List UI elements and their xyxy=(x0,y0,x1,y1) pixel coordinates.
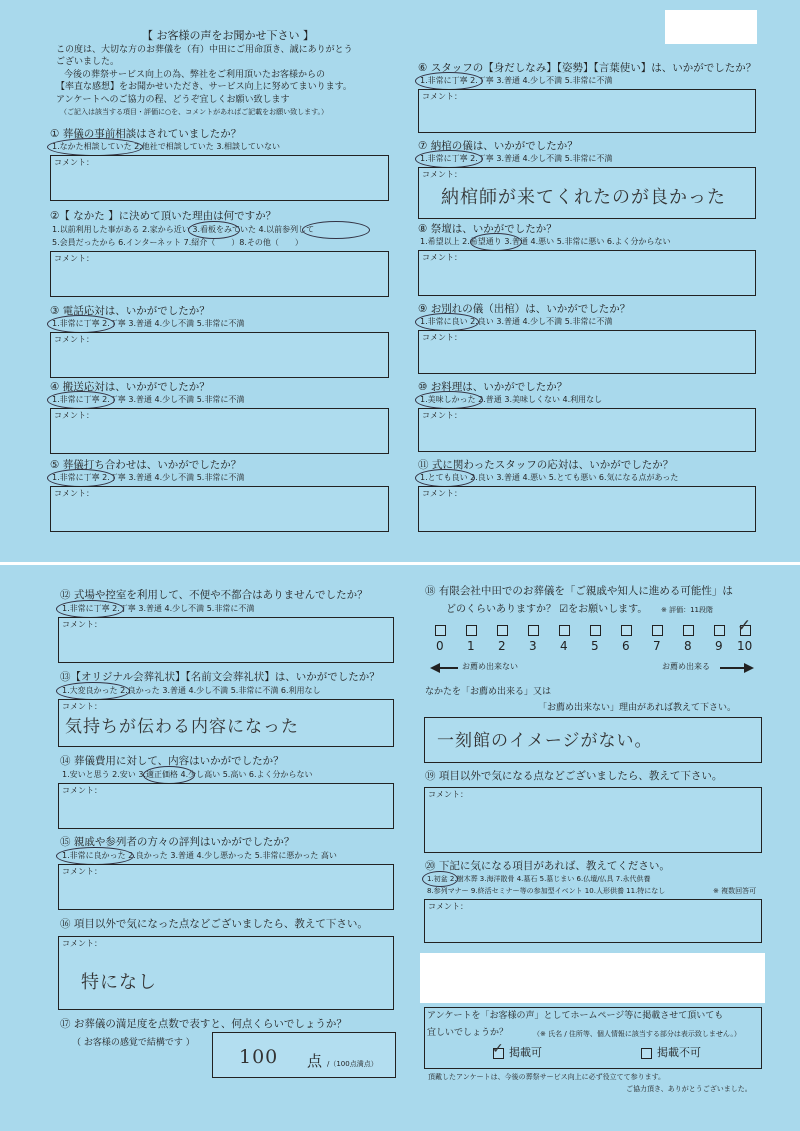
publish-deny-label: 掲載不可 xyxy=(657,1046,701,1059)
q20-options-note: ※ 複数回答可 xyxy=(713,887,757,895)
comment-label: コメント： xyxy=(422,253,462,262)
survey-sheet-top xyxy=(0,0,800,562)
q19-title: ⑲ 項目以外で気になる点などございましたら、教えて下さい。 xyxy=(425,770,723,782)
q18-scale-6: 6 xyxy=(622,639,630,653)
q13-title: ⑬【オリジナル会葬礼状】【名前文会葬礼状】は、いかがでしたか？ xyxy=(60,671,380,683)
q11-options: 1.とても良い 2.良い 3.普通 4.悪い 5.とても悪い 6.気になる点があった xyxy=(420,473,679,482)
q3-options: 1.非常に丁寧 2.丁寧 3.普通 4.少し不満 5.非常に不満 xyxy=(52,319,245,328)
intro-line-2: ございました。 xyxy=(56,57,120,67)
q17-handwritten-score: 100 xyxy=(239,1046,279,1068)
comment-label: コメント： xyxy=(422,170,462,179)
q18-checkmark-icon: ✓ xyxy=(737,616,752,636)
q18-title: ⑱ 有限会社中田でのお葬儀を「ご親戚や知人に進める可能性」は xyxy=(425,585,733,597)
arrow-left-shaft xyxy=(440,667,458,669)
q7-answer-circle xyxy=(415,150,483,168)
q16-title: ⑯ 項目以外で気になった点などございましたら、教えて下さい。 xyxy=(60,918,368,930)
q12-options: 1.非常に丁寧 2.丁寧 3.普通 4.少し不満 5.非常に不満 xyxy=(62,604,255,613)
q18-handwritten-comment: 一刻館のイメージがない。 xyxy=(437,731,653,751)
q18-checkbox-6[interactable] xyxy=(621,625,632,636)
comment-label: コメント： xyxy=(54,254,94,263)
arrow-right-shaft xyxy=(720,667,744,669)
publish-allow-check-icon: ✓ xyxy=(492,1041,504,1057)
q3-title: ③ 電話応対は、いかがでしたか？ xyxy=(50,305,210,317)
q13-comment-box[interactable] xyxy=(58,699,394,747)
q14-title: ⑭ 葬儀費用に対して、内容はいかがでしたか？ xyxy=(60,755,284,767)
q5-title: ⑤ 葬儀打ち合わせは、いかがでしたか？ xyxy=(50,459,242,471)
footer-line-2: ご協力頂き、ありがとうございました。 xyxy=(626,1085,752,1093)
q9-title: ⑨ お別れの儀（出棺）は、いかがでしたか？ xyxy=(418,303,631,315)
q6-answer-circle xyxy=(415,72,483,90)
q7-title: ⑦ 納棺の儀は、いかがでしたか？ xyxy=(418,140,578,152)
q12-answer-circle xyxy=(56,600,124,618)
q15-options: 1.非常に良かった 2.良かった 3.普通 4.少し悪かった 5.非常に悪かった 高い xyxy=(62,851,337,860)
q4-answer-circle xyxy=(47,391,115,409)
q18-checkbox-1[interactable] xyxy=(466,625,477,636)
redacted-block xyxy=(665,10,757,44)
q9-options: 1.非常に良い 2.良い 3.普通 4.少し不満 5.非常に不満 xyxy=(420,317,613,326)
intro-line-4: 【率直な感想】をお聞かせいただき、サービス向上に努めてまいります。 xyxy=(56,82,352,92)
q16-handwritten-comment: 特になし xyxy=(81,972,157,993)
q18-left-label: お薦め出来ない xyxy=(462,662,518,671)
q1-options: 1.なかた相談していた 2.他社で相談していた 3.相談していない xyxy=(52,142,280,151)
q8-options: 1.希望以上 2.希望通り 3.普通 4.悪い 5.非常に悪い 6.よく分からない xyxy=(420,237,671,246)
comment-label: コメント： xyxy=(422,489,462,498)
q19-comment-box[interactable] xyxy=(424,787,762,853)
q18-scale-3: 3 xyxy=(529,639,537,653)
q18-scale-0: 0 xyxy=(436,639,444,653)
q10-title: ⑩ お料理は、いかがでしたか？ xyxy=(418,381,568,393)
q4-title: ④ 搬送応対は、いかがでしたか？ xyxy=(50,381,210,393)
q11-title: ⑪ 式に関わったスタッフの応対は、いかがでしたか？ xyxy=(418,459,674,471)
q1-answer-circle xyxy=(47,138,143,156)
q20-options-1: 1.初盆 2.樹木葬 3.海洋散骨 4.墓石 5.墓じまい 6.仏壇/仏具 7.永代供養 xyxy=(427,875,651,883)
comment-label: コメント： xyxy=(428,902,468,911)
comment-label: コメント： xyxy=(62,786,102,795)
q18-right-label: お薦め出来る xyxy=(662,662,710,671)
publish-allow-label: 掲載可 xyxy=(509,1046,542,1059)
q13-handwritten-comment: 気持ちが伝わる内容になった xyxy=(65,717,299,737)
arrow-right-icon xyxy=(744,663,754,673)
q7-options: 1.非常に丁寧 2.丁寧 3.普通 4.少し不満 5.非常に不満 xyxy=(420,154,613,163)
q15-answer-circle xyxy=(56,847,134,865)
q2-comment-box[interactable] xyxy=(50,251,389,297)
q4-options: 1.非常に丁寧 2.丁寧 3.普通 4.少し不満 5.非常に不満 xyxy=(52,395,245,404)
comment-label: コメント： xyxy=(62,867,102,876)
q17-score-box[interactable] xyxy=(212,1032,396,1078)
q18-scale-9: 9 xyxy=(715,639,723,653)
publish-question-2: 宜しいでしょうか？ xyxy=(427,1028,509,1038)
comment-label: コメント： xyxy=(54,411,94,420)
q10-options: 1.美味しかった 2.普通 3.美味しくない 4.利用なし xyxy=(420,395,603,404)
comment-label: コメント： xyxy=(54,335,94,344)
q8-answer-circle xyxy=(470,233,522,251)
q18-reason-question-1: なかたを「お薦め出来る」又は xyxy=(425,687,552,697)
q17-score-unit-note: /（100点満点） xyxy=(327,1060,378,1068)
q20-answer-circle xyxy=(422,871,458,887)
q11-answer-circle xyxy=(415,469,475,487)
q18-scale-10: 10 xyxy=(737,639,753,653)
q18-checkbox-7[interactable] xyxy=(652,625,663,636)
q20-options-2: 8.参列マナー 9.終活セミナー等の参加型イベント 10.人形供養 11.特になし xyxy=(427,887,666,895)
q12-title: ⑫ 式場や控室を利用して、不便や不都合はありませんでしたか？ xyxy=(60,589,368,601)
q16-comment-box[interactable] xyxy=(58,936,394,1010)
comment-label: コメント： xyxy=(54,158,94,167)
q3-answer-circle xyxy=(47,315,115,333)
comment-label: コメント： xyxy=(422,333,462,342)
q13-answer-circle xyxy=(56,682,130,700)
comment-label: コメント： xyxy=(422,411,462,420)
q7-comment-box[interactable] xyxy=(418,167,756,219)
survey-sheet-bottom xyxy=(0,565,800,1131)
comment-label: コメント： xyxy=(54,489,94,498)
publish-note: （※ 氏名 / 住所等、個人情報に該当する部分は表示致しません。） xyxy=(533,1030,741,1038)
publish-question-1: アンケートを「お客様の声」としてホームページ等に掲載させて頂いても xyxy=(427,1011,724,1021)
q18-checkbox-2[interactable] xyxy=(497,625,508,636)
q5-answer-circle xyxy=(47,469,115,487)
q14-options: 1.安いと思う 2.安い 3.適正価格 4.少し高い 5.高い 6.よく分からない xyxy=(62,770,313,779)
q1-title: ① 葬儀の事前相談はされていましたか？ xyxy=(50,128,242,140)
footer-line-1: 頂戴したアンケートは、今後の葬祭サービス向上に必ず役立てて参ります。 xyxy=(428,1073,666,1081)
q18-reason-question-2: 「お薦め出来ない」理由があれば教えて下さい。 xyxy=(538,703,737,713)
q18-checkbox-5[interactable] xyxy=(590,625,601,636)
q18-checkbox-0[interactable] xyxy=(435,625,446,636)
q18-scale-1: 1 xyxy=(467,639,475,653)
q18-checkbox-3[interactable] xyxy=(528,625,539,636)
intro-line-6: （ご記入は該当する項目・評価に○を、コメントがあればご記載をお願い致します。） xyxy=(60,108,329,116)
intro-line-3: 今後の葬祭サービス向上の為、弊社をご利用頂いたお客様からの xyxy=(64,70,326,80)
q20-title: ⑳ 下記に気になる項目があれば、教えてください。 xyxy=(425,860,670,872)
q18-checkbox-4[interactable] xyxy=(559,625,570,636)
arrow-left-icon xyxy=(430,663,440,673)
q18-scale-5: 5 xyxy=(591,639,599,653)
q2-title: ②【 なかた 】に決めて頂いた理由は何ですか？ xyxy=(50,210,277,222)
redacted-block xyxy=(420,953,765,1003)
comment-label: コメント： xyxy=(62,939,102,948)
q5-options: 1.非常に丁寧 2.丁寧 3.普通 4.少し不満 5.非常に不満 xyxy=(52,473,245,482)
comment-label: コメント： xyxy=(62,702,102,711)
q17-note: （ お客様の感覚で結構です ） xyxy=(72,1038,195,1048)
survey-title: 【 お客様の声をお聞かせ下さい 】 xyxy=(142,29,314,42)
q2-options-2: 5.会員だったから 6.インターネット 7.紹介（ ）8.その他（ ） xyxy=(52,238,303,247)
q14-answer-circle xyxy=(143,766,195,784)
q9-answer-circle xyxy=(415,313,479,331)
q3-comment-box[interactable] xyxy=(50,332,389,378)
q6-title: ⑥ スタッフの【身だしなみ】【姿勢】【言葉使い】は、いかがでしたか？ xyxy=(418,62,757,74)
q2-answer-circle-1 xyxy=(188,221,240,239)
q2-options-1: 1.以前利用した事がある 2.家から近い 3.看板をみていた 4.以前参列して xyxy=(52,225,315,234)
q11-comment-box[interactable] xyxy=(418,486,756,532)
q18-scale-4: 4 xyxy=(560,639,568,653)
q20-comment-box[interactable] xyxy=(424,899,762,943)
q10-answer-circle xyxy=(415,391,483,409)
publish-deny-checkbox[interactable] xyxy=(641,1048,652,1059)
q6-comment-box[interactable] xyxy=(418,89,756,133)
q18-comment-box[interactable] xyxy=(424,717,762,763)
comment-label: コメント： xyxy=(62,620,102,629)
q17-score-unit: 点 xyxy=(307,1052,323,1070)
q2-answer-circle-2 xyxy=(302,221,370,239)
intro-line-1: この度は、大切な方のお葬儀を（有）中田にご用命頂き、誠にありがとう xyxy=(56,45,353,55)
q18-scale-7: 7 xyxy=(653,639,661,653)
q4-comment-box[interactable] xyxy=(50,408,389,454)
q15-comment-box[interactable] xyxy=(58,864,394,910)
q8-comment-box[interactable] xyxy=(418,250,756,296)
publish-consent-box xyxy=(424,1007,762,1069)
comment-label: コメント： xyxy=(422,92,462,101)
q18-subnote: ※ 評価：11段階 xyxy=(661,606,713,614)
q10-comment-box[interactable] xyxy=(418,408,756,452)
intro-line-5: アンケートへのご協力の程、どうぞ宜しくお願い致します xyxy=(56,95,290,105)
q7-handwritten-comment: 納棺師が来てくれたのが良かった xyxy=(441,187,726,208)
comment-label: コメント： xyxy=(428,790,468,799)
q13-options: 1.大変良かった 2.良かった 3.普通 4.少し不満 5.非常に不満 6.利用なし xyxy=(62,686,321,695)
q18-scale-8: 8 xyxy=(684,639,692,653)
q5-comment-box[interactable] xyxy=(50,486,389,532)
q12-comment-box[interactable] xyxy=(58,617,394,663)
q15-title: ⑮ 親戚や参列者の方々の評判はいかがでしたか？ xyxy=(60,836,295,848)
q14-comment-box[interactable] xyxy=(58,783,394,829)
q17-title: ⑰ お葬儀の満足度を点数で表すと、何点くらいでしょうか？ xyxy=(60,1018,347,1030)
q18-checkbox-9[interactable] xyxy=(714,625,725,636)
q1-comment-box[interactable] xyxy=(50,155,389,201)
q6-options: 1.非常に丁寧 2.丁寧 3.普通 4.少し不満 5.非常に不満 xyxy=(420,76,613,85)
q18-subtitle: どのくらいありますか？ ☑をお願いします。 xyxy=(446,604,648,615)
q18-checkbox-8[interactable] xyxy=(683,625,694,636)
q18-scale-2: 2 xyxy=(498,639,506,653)
q9-comment-box[interactable] xyxy=(418,330,756,374)
q8-title: ⑧ 祭壇は、いかがでしたか？ xyxy=(418,223,557,235)
